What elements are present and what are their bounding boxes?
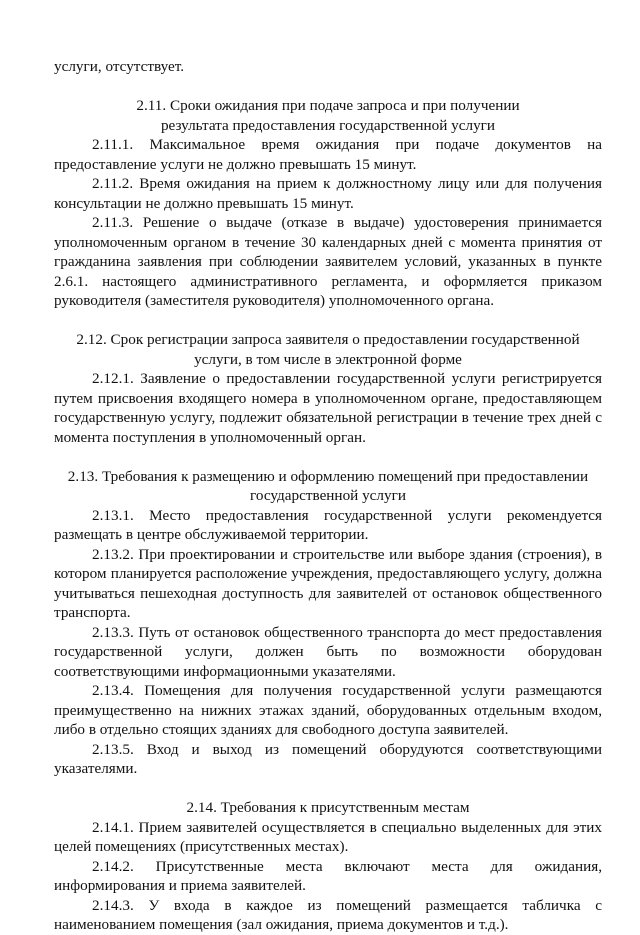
section-heading-line: государственной услуги — [250, 487, 406, 504]
section-heading-line: результата предоставления государственной услуги — [160, 116, 496, 134]
section-heading-line: 2.12. Срок регистрации запроса заявителя о предоставлении государственной — [76, 331, 580, 348]
section-2-11 — [54, 96, 602, 311]
paragraph: 2.13.2. При проектировании и строительстве или выборе здания (строения), в котором планируется расположение учреждения, предоставляющего услугу, должна учитываться пешеходная доступность для заявителей от остановок общественного транспорта. — [54, 545, 602, 621]
paragraph: 2.11.3. Решение о выдаче (отказе в выдаче) удостоверения принимается уполномоченным органом в течение 30 календарных дней с момента принятия от гражданина заявления при соблюдении заявителем условий, указанных в пункте 2.6.1. настоящего административного регламента, и оформляется приказом руководителя (заместителя руководителя) уполномоченного органа. — [54, 214, 602, 309]
document-page — [54, 57, 602, 935]
section-2-13 — [54, 467, 602, 779]
paragraph: 2.11.2. Время ожидания на прием к должностному лицу или для получения консультации не должно превышать 15 минут. — [54, 175, 602, 212]
section-heading-line: услуги, в том числе в электронной форме — [194, 350, 462, 368]
section-2-12 — [54, 330, 602, 447]
paragraph: 2.14.3. У входа в каждое из помещений размещается табличка с наименованием помещения (зал ожидания, приема документов и т.д.). — [54, 896, 602, 933]
paragraph: 2.13.3. Путь от остановок общественного транспорта до мест предоставления государственной услуги, должен быть по возможности оборудован соответствующими информационными указателями. — [54, 623, 602, 680]
paragraph: 2.14.2. Присутственные места включают места для ожидания, информирования и приема заявителей. — [54, 857, 602, 894]
spacer — [54, 77, 602, 97]
spacer — [54, 447, 602, 467]
section-heading-line: 2.11. Сроки ожидания при подаче запроса и при получении — [136, 97, 520, 114]
paragraph: 2.13.1. Место предоставления государственной услуги рекомендуется размещать в центре обслуживаемой территории. — [54, 506, 602, 543]
paragraph: 2.13.5. Вход и выход из помещений оборудуются соответствующими указателями. — [54, 740, 602, 777]
paragraph: 2.14.1. Прием заявителей осуществляется в специально выделенных для этих целей помещениях (присутственных местах). — [54, 818, 602, 855]
spacer — [54, 779, 602, 799]
section-heading-line: 2.13. Требования к размещению и оформлению помещений при предоставлении — [67, 467, 589, 485]
continuation-line: услуги, отсутствует. — [54, 58, 185, 75]
paragraph: 2.12.1. Заявление о предоставлении государственной услуги регистрируется путем присвоения входящего номера в уполномоченном органе, предоставляющем государственную услугу, подлежит обязательной регистрации в течение трех дней с момента поступления в уполномоченный орган. — [54, 370, 602, 446]
paragraph: 2.13.4. Помещения для получения государственной услуги размещаются преимущественно на нижних этажах зданий, оборудованных отдельным входом, либо в отдельно стоящих зданиях для свободного доступа заявителей. — [54, 682, 602, 738]
paragraph: 2.11.1. Максимальное время ожидания при подаче документов на предоставление услуги не должно превышать 15 минут. — [54, 136, 602, 173]
spacer — [54, 311, 602, 331]
section-2-14 — [54, 798, 602, 935]
section-heading-line: 2.14. Требования к присутственным местам — [186, 799, 470, 816]
